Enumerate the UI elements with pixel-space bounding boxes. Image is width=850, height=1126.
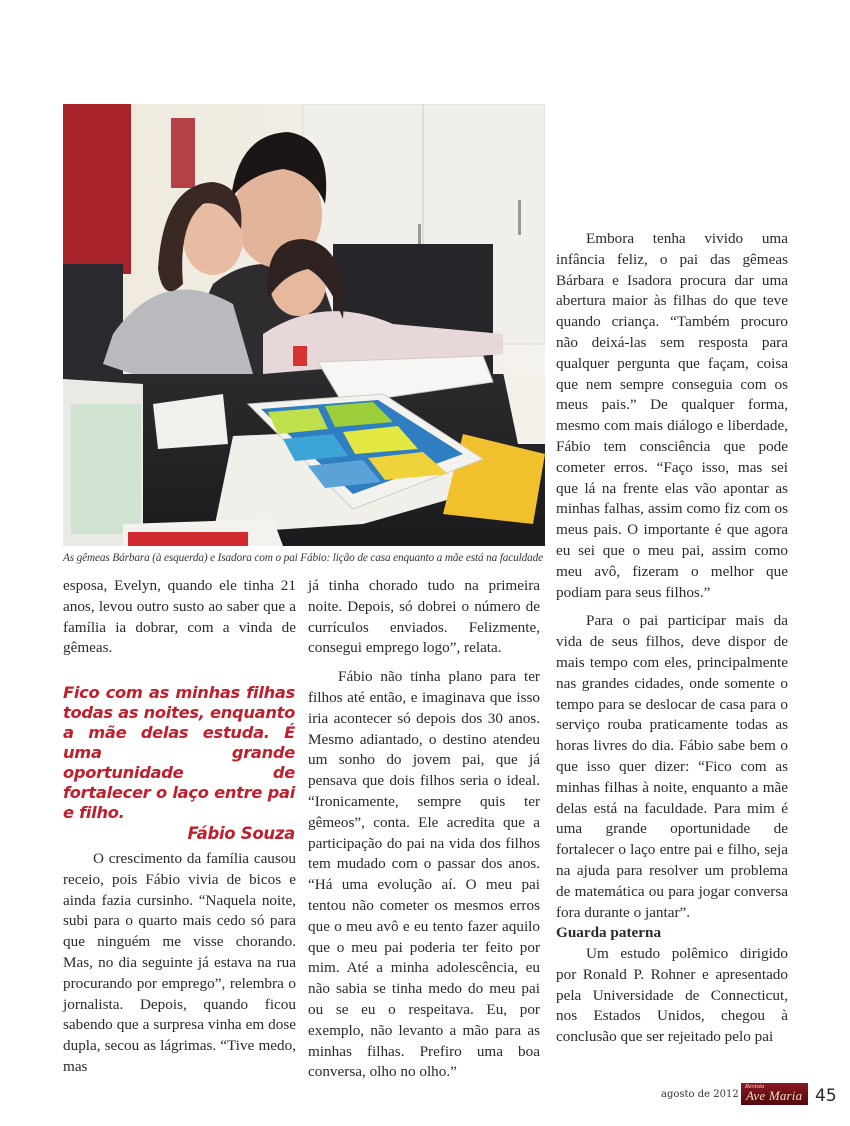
column-3 (556, 229, 788, 1048)
column-2 (308, 576, 540, 1083)
logo-title: Ave Maria (746, 1088, 803, 1103)
column-3-paragraph-3: Um estudo polêmico dirigido por Ronald P. Rohner e apresentado pela Universidade de Connecticut, nos Estados Unidos, chegou à conclusão que ser rejeitado pelo pai (556, 945, 788, 1046)
section-subheading: Guarda paterna (556, 924, 662, 942)
logo-small-text: Revista (745, 1083, 765, 1090)
magazine-logo (741, 1083, 808, 1105)
column-1-bottom (63, 849, 296, 1078)
pull-quote (63, 683, 295, 844)
column-3-paragraph-1: Embora tenha vivido uma infância feliz, o pai das gêmeas Bárbara e Isadora procura dar uma abertura maior às filhas do que teve quando criança. “Também procuro não deixá-las sem resposta para qualquer pergunta que façam, coisa que nem sempre conseguia com os meus pais.” De qualquer forma, mesmo com mais diálogo e liberdade, Fábio tem consciência que pode cometer erros. “Faço isso, mas sei que lá na frente elas vão apontar as minhas falhas, assim como fiz com os meus pais. O importante é que agora eu sei que o meu pai, assim como meu avô, fizeram o melhor que podiam para seus filhos.” (556, 230, 788, 601)
column-1-paragraph-2: O crescimento da família causou receio, pois Fábio vivia de bicos e ainda fazia cursinho. “Naquela noite, subi para o quarto mais cedo só para que ninguém me visse chorando. Mas, no dia seguinte já estava na rua procurando por emprego”, relembra o jornalista. Depois, quando ficou sabendo que a surpresa vinha em dose dupla, secou as lágrimas. “Tive medo, mas (63, 850, 296, 1075)
photo-illustration (63, 104, 545, 546)
red-wall (63, 104, 131, 274)
article-photo (63, 104, 545, 546)
pull-quote-author: Fábio Souza (187, 824, 295, 843)
column-3-paragraph-2: Para o pai participar mais da vida de seus filhos, deve dispor de mais tempo com eles, principalmente nas grandes cidades, onde somente o tempo para se deslocar de casa para o serviço rouba praticamente todas as horas livres do dia. Fábio sabe bem o que isso quer dizer: “Fico com as minhas filhas à noite, enquanto a mãe delas está na faculdade. Para mim é uma grande oportunidade de fortalecer o laço entre pai e filho, seja na ajuda para resolver um problema de matemática ou para jogar conversa fora durante o jantar”. (556, 612, 788, 921)
photo-caption: As gêmeas Bárbara (à esquerda) e Isadora com o pai Fábio: lição de casa enquanto a mãe está na faculdade (63, 552, 544, 564)
issue-date: agosto de 2012 (661, 1089, 739, 1100)
column-2-paragraph-2: Fábio não tinha plano para ter filhos até então, e imaginava que isso iria acontecer só depois dos 30 anos. Mesmo adiantado, o destino atendeu um sonho do jovem pai, que já pensava que dois filhos seria o ideal. “Ironicamente, sempre quis ter gêmeos”, conta. Ele acredita que a participação do pai na vida dos filhos tem mudado com o passar dos anos. “Há uma evolução aí. O meu pai tentou não cometer os mesmos erros que o meu avô e eu tento fazer aquilo que o meu pai poderia ter feito por mim. Até a minha adolescência, eu não sabia se tinha medo do meu pai ou se eu o respeitava. Eu, por exemplo, não levanto a mão para as minhas filhas. Prefiro uma boa conversa, olho no olho.” (308, 668, 540, 1081)
column-2-paragraph-1: já tinha chorado tudo na primeira noite. Depois, só dobrei o número de currículos enviados. Felizmente, consegui emprego logo”, relata. (308, 577, 540, 657)
pull-quote-text: Fico com as minhas filhas todas as noites, enquanto a mãe delas estuda. É uma grande oportunidade de fortalecer o laço entre pai e filho. (63, 683, 295, 822)
column-1-paragraph-1: esposa, Evelyn, quando ele tinha 21 anos, levou outro susto ao saber que a família ia dobrar, com a vinda de gêmeas. (63, 577, 296, 657)
column-1-top (63, 576, 296, 659)
page-number: 45 (815, 1086, 837, 1106)
